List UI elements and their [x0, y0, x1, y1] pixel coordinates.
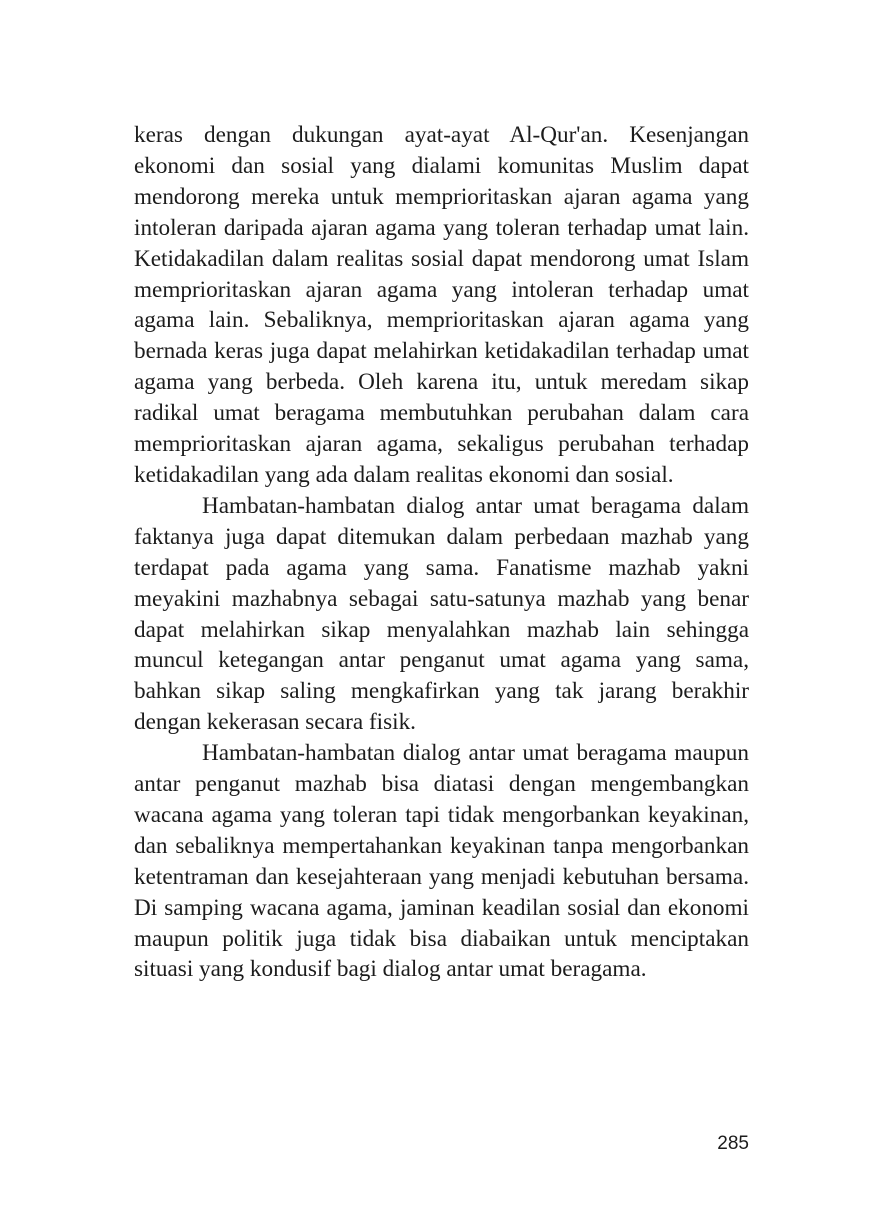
- paragraph-solution: Hambatan-hambatan dialog antar umat beragama maupun antar penganut mazhab bisa diatasi dengan mengembangkan wacana agama yang toleran tapi tidak mengorbankan keyakinan, dan sebaliknya mempertahankan keyakinan tanpa mengorbankan ketentraman dan kesejahteraan yang menjadi kebutuhan bersama. Di samping wacana agama, jaminan keadilan sosial dan ekonomi maupun politik juga tidak bisa diabaikan untuk menciptakan situasi yang kondusif bagi dialog antar umat beragama.: [134, 740, 749, 983]
- paragraph-continued: keras dengan dukungan ayat-ayat Al-Qur'an. Kesenjangan ekonomi dan sosial yang dialami komunitas Muslim dapat mendorong mereka untuk memprioritaskan ajaran agama yang intoleran daripada ajaran agama yang toleran terhadap umat lain. Ketidakadilan dalam realitas sosial dapat mendorong umat Islam memprioritaskan ajaran agama yang intoleran terhadap umat agama lain. Sebaliknya, memprioritaskan ajaran agama yang bernada keras juga dapat melahirkan ketidakadilan terhadap umat agama yang berbeda. Oleh karena itu, untuk meredam sikap radikal umat beragama membutuhkan perubahan dalam cara memprioritaskan ajaran agama, sekaligus perubahan terhadap ketidakadilan yang ada dalam realitas ekonomi dan sosial.: [134, 122, 749, 488]
- page-number: 285: [717, 1133, 749, 1154]
- body-text: [134, 120, 749, 985]
- paragraph-mazhab: Hambatan-hambatan dialog antar umat beragama dalam faktanya juga dapat ditemukan dalam perbedaan mazhab yang terdapat pada agama yang sama. Fanatisme mazhab yakni meyakini mazhabnya sebagai satu-satunya mazhab yang benar dapat melahirkan sikap menyalahkan mazhab lain sehingga muncul ketegangan antar penganut umat agama yang sama, bahkan sikap saling mengkafirkan yang tak jarang berakhir dengan kekerasan secara fisik.: [134, 492, 749, 736]
